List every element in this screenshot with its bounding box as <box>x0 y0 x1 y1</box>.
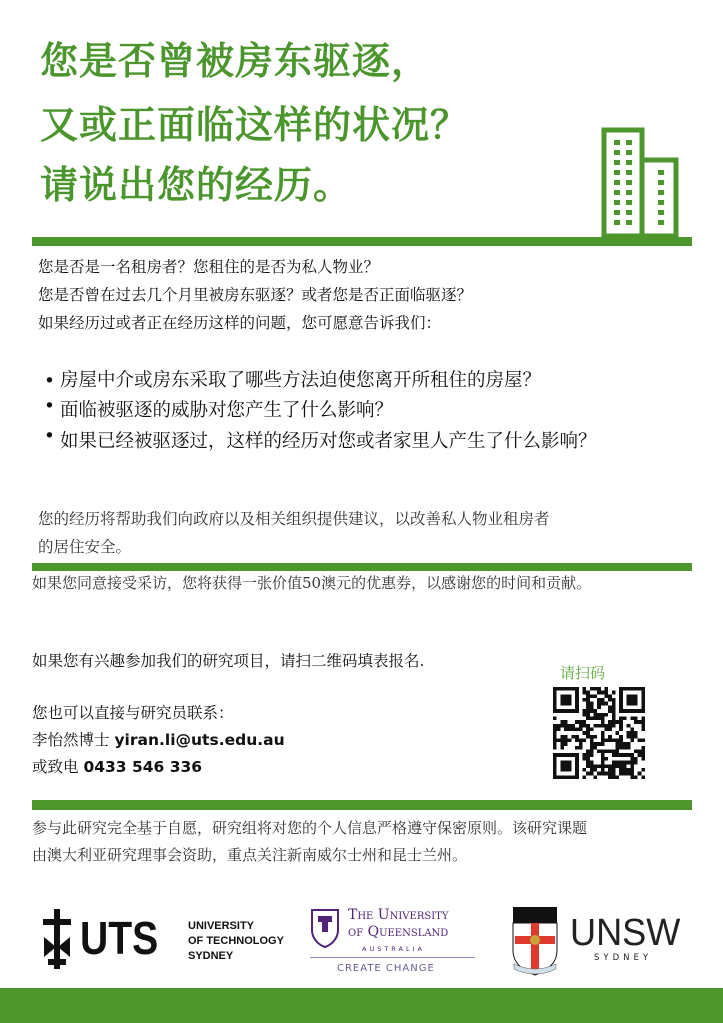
unsw-mark: UNSW <box>570 912 681 954</box>
uts-text: UNIVERSITY <box>188 920 255 932</box>
uq-country: AUSTRALIA <box>362 945 425 953</box>
unsw-crest <box>512 906 560 976</box>
purpose-line: 您的经历将帮助我们向政府以及相关组织提供建议，以改善私人物业租房者 <box>38 510 550 528</box>
disclaimer-line: 参与此研究完全基于自愿，研究组将对您的个人信息严格遵守保密原则。该研究课题 <box>32 819 588 837</box>
uts-mark: UTS <box>80 912 159 964</box>
phone-number[interactable]: 0433 546 336 <box>83 758 203 776</box>
divider <box>32 237 692 246</box>
unsw-city: SYDNEY <box>594 953 653 963</box>
disclaimer-line: 由澳大利亚研究理事会资助，重点关注新南威尔士州和昆士兰州。 <box>32 846 468 864</box>
headline-line-3: 请说出您的经历。 <box>40 163 353 207</box>
headline-line-1: 您是否曾被房东驱逐， <box>40 39 431 83</box>
contact-intro: 您也可以直接与研究员联系： <box>32 704 234 722</box>
unsw-logo <box>512 906 692 978</box>
qr-code[interactable] <box>553 687 645 779</box>
purpose-line: 的居住安全。 <box>38 538 132 556</box>
divider <box>32 800 692 810</box>
uq-name: The University <box>348 907 449 923</box>
headline-line-2: 又或正面临这样的状况？ <box>40 103 470 147</box>
uq-name: of Queensland <box>348 924 449 940</box>
uq-crest <box>310 908 340 948</box>
bullet: • <box>44 371 55 392</box>
intro-line: 您是否是一名租房者？您租住的是否为私人物业？ <box>38 258 380 276</box>
uts-logo <box>40 905 295 975</box>
footer-bar <box>0 988 723 1023</box>
contact-name-line <box>32 733 285 749</box>
question-item: 房屋中介或房东采取了哪些方法迫使您离开所租住的房屋？ <box>60 370 542 391</box>
researcher-name: 李怡然博士 <box>32 731 110 749</box>
contact-phone-line <box>32 760 202 776</box>
uts-text: OF TECHNOLOGY <box>188 935 284 947</box>
divider <box>32 563 692 571</box>
intro-line: 您是否曾在过去几个月里被房东驱逐？或者您是否正面临驱逐？ <box>38 286 473 304</box>
building-icon <box>598 126 682 238</box>
question-item: 如果已经被驱逐过，这样的经历对您或者家里人产生了什么影响？ <box>60 431 597 452</box>
uq-tagline: CREATE CHANGE <box>337 963 435 974</box>
scan-label: 请扫码 <box>560 664 606 682</box>
signup-text: 如果您有兴趣参加我们的研究项目，请扫二维码填表报名. <box>32 652 425 670</box>
uts-emblem <box>40 909 74 969</box>
uts-text: SYDNEY <box>188 950 234 962</box>
question-item: 面临被驱逐的威胁对您产生了什么影响？ <box>60 400 394 421</box>
phone-prefix: 或致电 <box>32 758 79 776</box>
uq-logo <box>310 905 475 977</box>
bullet: • <box>44 396 55 417</box>
voucher-text: 如果您同意接受采访，您将获得一张价值50澳元的优惠券，以感谢您的时间和贡献。 <box>32 574 592 592</box>
bullet: • <box>44 426 55 447</box>
intro-line: 如果经历过或者正在经历这样的问题，您可愿意告诉我们： <box>38 314 442 332</box>
email-link[interactable]: yiran.li@uts.edu.au <box>114 731 285 749</box>
